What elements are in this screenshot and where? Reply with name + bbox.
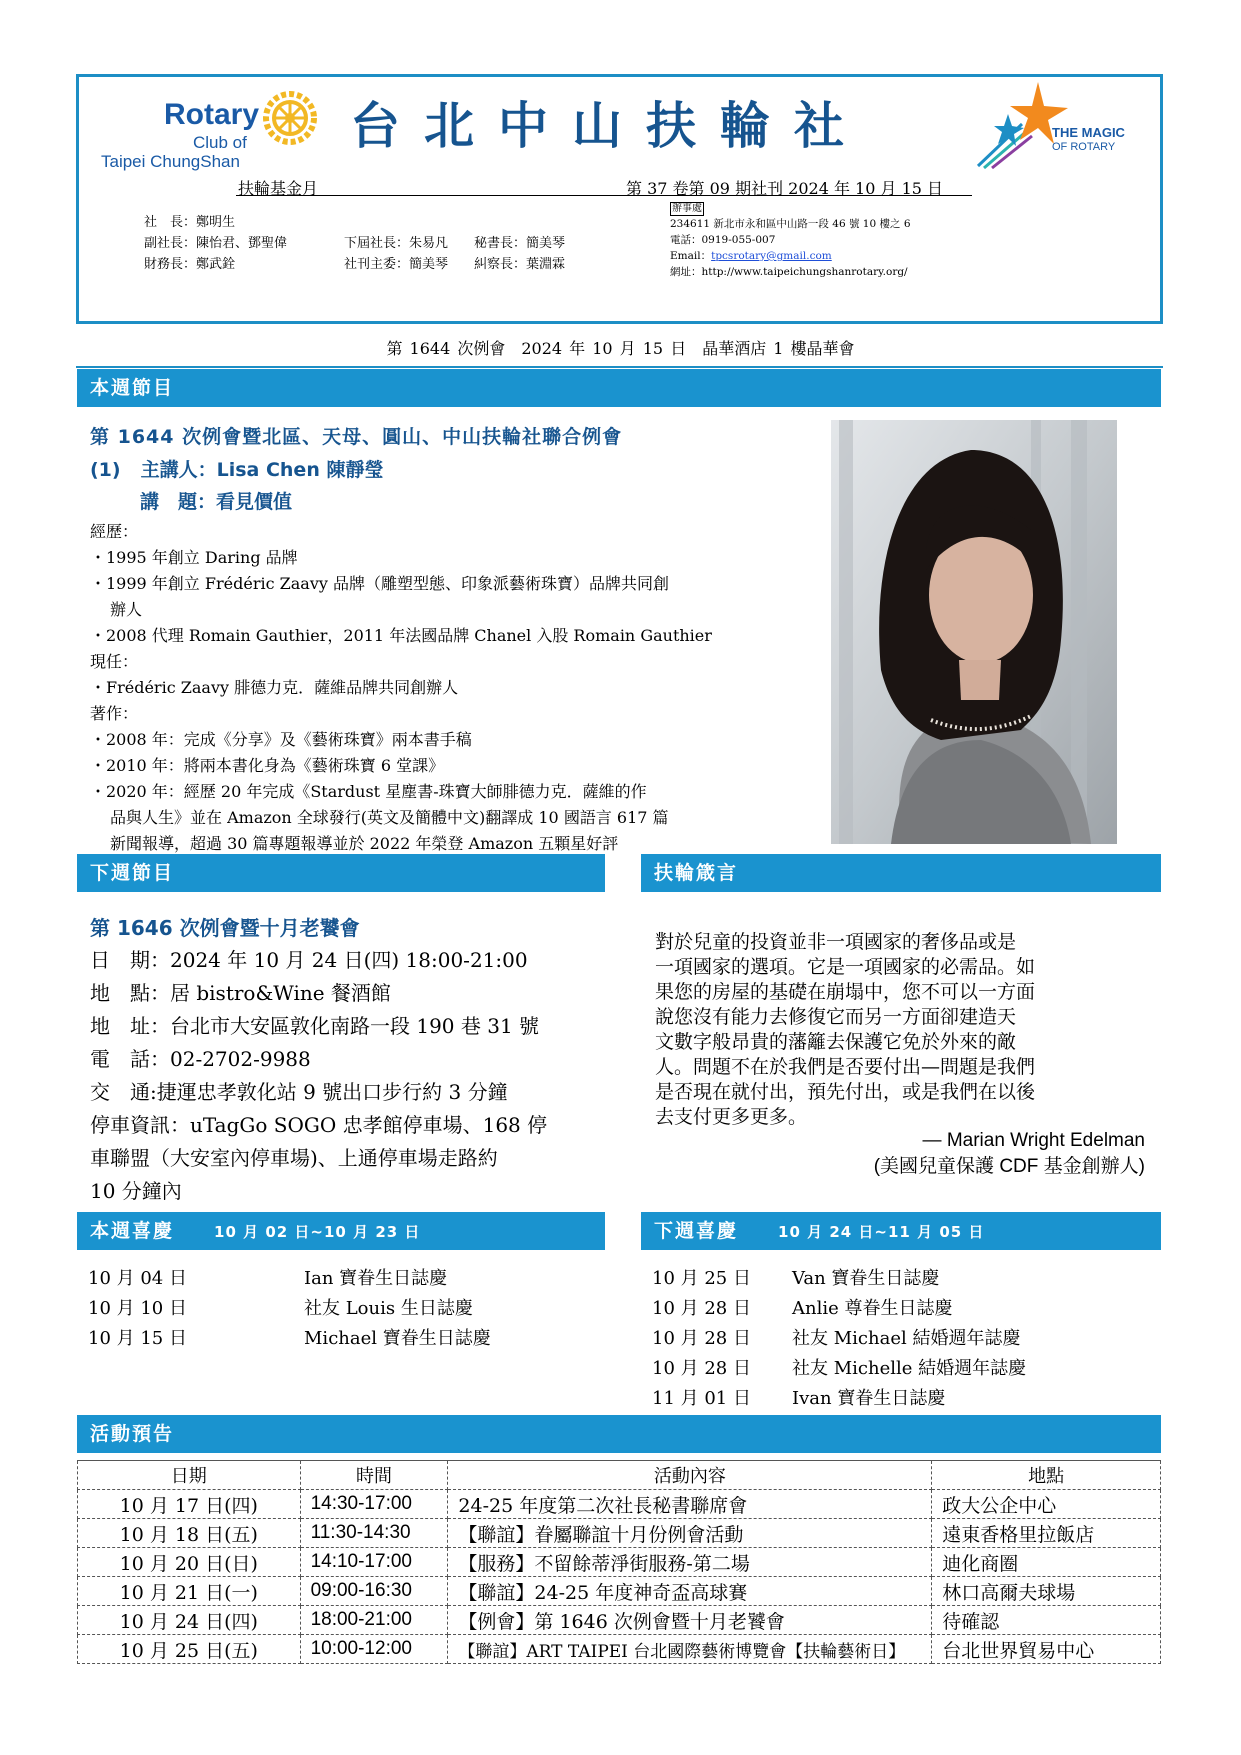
event-time: 18:00-21:00 (300, 1606, 448, 1635)
motto-attribution (874, 1128, 1145, 1180)
celebration-date: 10 月 28 日 (652, 1298, 751, 1319)
magic-line-2: OF ROTARY (1052, 141, 1116, 153)
officer-president: 社 長：鄭明生 (144, 215, 236, 230)
event-row (78, 1490, 1161, 1519)
issue-info: 第 37 卷第 09 期社刊 2024 年 10 月 15 日 (626, 179, 944, 198)
magic-line-1: THE MAGIC (1052, 125, 1125, 140)
event-content: 【聯誼】ART TAIPEI 台北國際藝術博覽會【扶輪藝術日】 (448, 1635, 932, 1664)
event-time: 09:00-16:30 (300, 1577, 448, 1606)
header-divider (236, 195, 972, 196)
bio-line: 辦人 (110, 600, 143, 619)
motto-line: 是否現在就付出，預先付出，或是我們在以後 (655, 1081, 1036, 1103)
next-week-bar: 下週節目 (77, 854, 605, 892)
event-row (78, 1577, 1161, 1606)
meeting-info-text: 第 1644 次例會 2024 年 10 月 15 日 晶華酒店 1 樓晶華會 (386, 339, 855, 358)
next-week-detail-line: 地 址：台北市大安區敦化南路一段 190 巷 31 號 (90, 1014, 540, 1038)
next-week-detail-line: 車聯盟（大安室內停車場)、上通停車場走路約 (90, 1146, 498, 1170)
rotary-logo-text: Rotary (164, 98, 260, 131)
event-content: 【例會】第 1646 次例會暨十月老饕會 (448, 1606, 932, 1635)
event-place: 迪化商圈 (932, 1548, 1161, 1577)
celebration-text: 社友 Louis 生日誌慶 (304, 1298, 473, 1319)
celebration-date: 10 月 10 日 (88, 1298, 187, 1319)
logo-city-text: Taipei ChungShan (101, 152, 240, 171)
event-row (78, 1606, 1161, 1635)
celebration-text: Ian 寶眷生日誌慶 (304, 1268, 448, 1289)
officer-treasurer: 財務長：鄭武銓 (144, 257, 236, 272)
celebrations-next-week-label: 下週喜慶 (654, 1220, 739, 1242)
event-content: 【聯誼】眷屬聯誼十月份例會活動 (448, 1519, 932, 1548)
celebrations-next-week-bar (641, 1212, 1161, 1250)
event-place: 台北世界貿易中心 (932, 1635, 1161, 1664)
event-date: 10 月 24 日(四) (78, 1606, 301, 1635)
bio-line: ・2008 代理 Romain Gauthier，2011 年法國品牌 Chanel 入股 Romain Gauthier (90, 626, 712, 645)
bio-line: ・1995 年創立 Daring 品牌 (90, 548, 298, 567)
office-phone: 電話：0919-055-007 (670, 234, 776, 246)
this-week-bar: 本週節目 (77, 369, 1161, 407)
celebration-date: 10 月 04 日 (88, 1268, 187, 1289)
speaker-photo (831, 420, 1117, 844)
magic-of-rotary-text (1052, 126, 1125, 154)
bio-line: ・1999 年創立 Frédéric Zaavy 品牌（雕塑型態、印象派藝術珠寶）品牌共同創 (90, 574, 669, 593)
next-week-detail-line: 交 通:捷運忠孝敦化站 9 號出口步行約 3 分鐘 (90, 1080, 508, 1104)
next-week-detail-line: 地 點：居 bistro&Wine 餐酒館 (90, 981, 391, 1005)
event-row (78, 1635, 1161, 1664)
speaker-bio (90, 519, 780, 857)
event-date: 10 月 17 日(四) (78, 1490, 301, 1519)
events-header-time: 時間 (300, 1461, 448, 1490)
event-content: 【聯誼】24-25 年度神奇盃高球賽 (448, 1577, 932, 1606)
bio-line: 著作： (90, 704, 139, 723)
officer-secretary: 秘書長：簡美琴 (474, 236, 566, 251)
celebrations-this-week-range: 10 月 02 日~10 月 23 日 (214, 1223, 421, 1241)
event-date: 10 月 20 日(日) (78, 1548, 301, 1577)
this-week-title: 第 1644 次例會暨北區、天母、圓山、中山扶輪社聯合例會 (90, 426, 623, 448)
celebration-text: Van 寶眷生日誌慶 (792, 1268, 940, 1289)
bio-line: 品與人生》並在 Amazon 全球發行(英文及簡體中文)翻譯成 10 國語言 617 篇 (110, 808, 669, 827)
event-time: 14:30-17:00 (300, 1490, 448, 1519)
speaker-line (90, 455, 383, 482)
website-text[interactable]: 網址：http://www.taipeichungshanrotary.org/ (670, 266, 908, 278)
motto-line: 說您沒有能力去修復它而另一方面卻建造天 (655, 1006, 1017, 1028)
celebrations-this-week-label: 本週喜慶 (90, 1220, 175, 1242)
bio-line: 新聞報導，超過 30 篇專題報導並於 2022 年榮登 Amazon 五顆星好評 (110, 834, 619, 853)
bio-line: ・Frédéric Zaavy 腓德力克．薩維品牌共同創辦人 (90, 678, 459, 697)
officer-editor: 社刊主委：簡美琴 (344, 257, 449, 272)
celebration-text: 社友 Michael 結婚週年誌慶 (792, 1328, 1021, 1349)
motto-bar: 扶輪箴言 (641, 854, 1161, 892)
motto-author: — Marian Wright Edelman (922, 1130, 1145, 1151)
event-date: 10 月 25 日(五) (78, 1635, 301, 1664)
celebration-date: 10 月 15 日 (88, 1328, 187, 1349)
celebrations-next-week-range: 10 月 24 日~11 月 05 日 (778, 1223, 985, 1241)
officer-inspector: 糾察長：葉淵霖 (474, 257, 566, 272)
next-week-details (90, 944, 610, 1208)
bio-line: ・2020 年：經歷 20 年完成《Stardust 星塵書-珠寶大師腓德力克．薩維的作 (90, 782, 647, 801)
bio-line: 現任： (90, 652, 139, 671)
logo-club-text: Club of (193, 133, 247, 152)
rotary-wheel-icon (262, 90, 318, 146)
contact-block (670, 200, 911, 280)
officer-next-president: 下屆社長：朱易凡 (344, 236, 449, 251)
meeting-info (0, 336, 1241, 359)
celebration-date: 11 月 01 日 (652, 1388, 751, 1409)
celebrations-next-week-list (652, 1264, 1152, 1424)
event-date: 10 月 21 日(一) (78, 1577, 301, 1606)
celebration-text: Anlie 尊眷生日誌慶 (792, 1298, 953, 1319)
event-time: 10:00-12:00 (300, 1635, 448, 1664)
motto-line: 一項國家的選項。它是一項國家的必需品。如 (655, 956, 1036, 978)
celebration-date: 10 月 28 日 (652, 1358, 751, 1379)
topic-line: 講 題：看見價值 (140, 491, 293, 513)
speaker-number: (1) (90, 459, 121, 481)
event-place: 待確認 (932, 1606, 1161, 1635)
event-time: 11:30-14:30 (300, 1519, 448, 1548)
event-place: 林口高爾夫球場 (932, 1577, 1161, 1606)
events-table (77, 1460, 1161, 1664)
events-header-place: 地點 (932, 1461, 1161, 1490)
celebration-text: Michael 寶眷生日誌慶 (304, 1328, 491, 1349)
next-week-detail-line: 10 分鐘內 (90, 1179, 182, 1203)
office-address: 234611 新北市永和區中山路一段 46 號 10 樓之 6 (670, 218, 911, 230)
motto-line: 文數字般昂貴的藩籬去保護它免於外來的敵 (655, 1031, 1017, 1053)
email-label: Email： (670, 250, 712, 262)
meeting-divider (76, 366, 1163, 368)
motto-line: 果您的房屋的基礎在崩塌中，您不可以一方面 (655, 981, 1036, 1003)
next-week-title: 第 1646 次例會暨十月老饕會 (90, 916, 360, 940)
event-time: 14:10-17:00 (300, 1548, 448, 1577)
office-label: 辦事處 (672, 203, 702, 214)
celebrations-this-week-bar (77, 1212, 605, 1250)
speaker-name: 主講人：Lisa Chen 陳靜瑩 (140, 459, 384, 481)
event-place: 政大公企中心 (932, 1490, 1161, 1519)
next-week-detail-line: 電 話：02-2702-9988 (90, 1047, 311, 1071)
email-link[interactable]: tpcsrotary@gmail.com (711, 250, 832, 262)
events-header-date: 日期 (78, 1461, 301, 1490)
celebration-date: 10 月 25 日 (652, 1268, 751, 1289)
events-header-content: 活動內容 (448, 1461, 932, 1490)
event-content: 【服務】不留餘蒂淨街服務-第二場 (448, 1548, 932, 1577)
celebrations-this-week-list (88, 1264, 588, 1364)
motto-line: 人。問題不在於我們是否要付出—問題是我們 (655, 1056, 1036, 1078)
motto-line: 對於兒童的投資並非一項國家的奢侈品或是 (655, 931, 1017, 953)
next-week-detail-line: 日 期：2024 年 10 月 24 日(四) 18:00-21:00 (90, 948, 528, 972)
event-row (78, 1519, 1161, 1548)
event-date: 10 月 18 日(五) (78, 1519, 301, 1548)
event-place: 遠東香格里拉飯店 (932, 1519, 1161, 1548)
motto-line: 去支付更多更多。 (655, 1106, 808, 1128)
motto-author-title: (美國兒童保護 CDF 基金創辦人) (873, 1156, 1145, 1177)
event-content: 24-25 年度第二次社長秘書聯席會 (448, 1490, 932, 1519)
theme-month: 扶輪基金月 (238, 179, 319, 198)
motto-quote (655, 930, 1145, 1130)
celebration-text: 社友 Michelle 結婚週年誌慶 (792, 1358, 1027, 1379)
bio-line: ・2008 年：完成《分享》及《藝術珠寶》兩本書手稿 (90, 730, 472, 749)
events-bar: 活動預告 (77, 1415, 1161, 1453)
celebration-date: 10 月 28 日 (652, 1328, 751, 1349)
bio-line: 經歷： (90, 522, 139, 541)
bio-line: ・2010 年：將兩本書化身為《藝術珠寶 6 堂課》 (90, 756, 445, 775)
club-title: 台北中山扶輪社 (350, 97, 868, 155)
celebration-text: Ivan 寶眷生日誌慶 (792, 1388, 946, 1409)
officer-vice-president: 副社長：陳怡君、鄧聖偉 (144, 236, 288, 251)
event-row (78, 1548, 1161, 1577)
next-week-detail-line: 停車資訊：uTagGo SOGO 忠孝館停車場、168 停 (90, 1113, 548, 1137)
